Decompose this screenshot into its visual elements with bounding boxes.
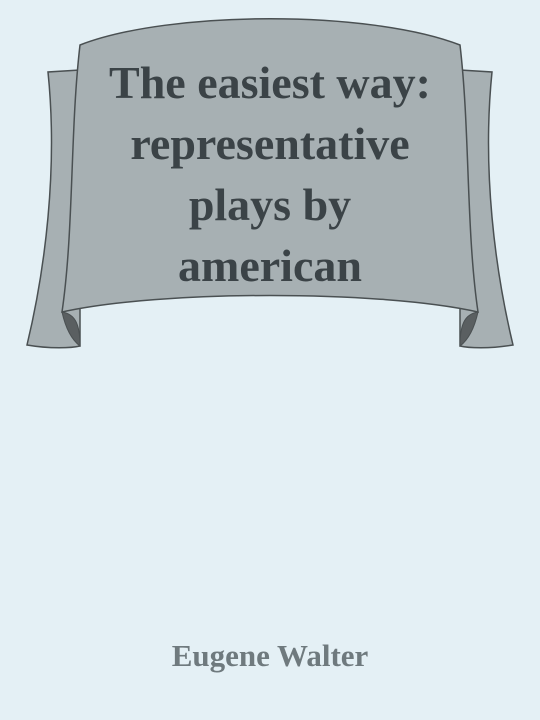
book-author: Eugene Walter [171, 638, 369, 673]
title-line: plays by [188, 179, 352, 230]
book-title [60, 52, 480, 296]
title-line: american [178, 240, 362, 291]
title-line: representative [130, 118, 410, 169]
title-line: The easiest way: [109, 57, 431, 108]
